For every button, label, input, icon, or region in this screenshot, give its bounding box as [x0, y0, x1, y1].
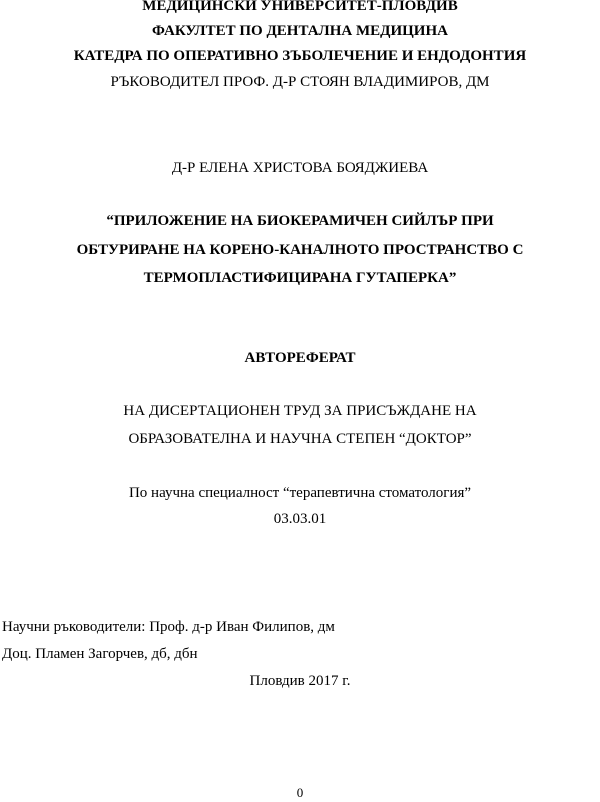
title-line-2: ОБТУРИРАНЕ НА КОРЕНО-КАНАЛНОТО ПРОСТРАНСТВО С: [76, 242, 524, 258]
document-type: АВТОРЕФЕРАТ: [244, 350, 356, 366]
page-number: 0: [296, 785, 304, 800]
department-head: РЪКОВОДИТЕЛ ПРОФ. Д-Р СТОЯН ВЛАДИМИРОВ, ДМ: [110, 74, 490, 90]
purpose-line-2: ОБРАЗОВАТЕЛНА И НАУЧНА СТЕПЕН “ДОКТОР”: [128, 431, 472, 447]
supervisors-line-1: Научни ръководители: Проф. д-р Иван Филипов, дм: [2, 619, 335, 635]
title-line-1: “ПРИЛОЖЕНИЕ НА БИОКЕРАМИЧЕН СИЙЛЪР ПРИ: [106, 213, 494, 229]
faculty-name: ФАКУЛТЕТ ПО ДЕНТАЛНА МЕДИЦИНА: [152, 23, 448, 39]
supervisors-line-2: Доц. Пламен Загорчев, дб, дбн: [2, 646, 198, 662]
author-name: Д-Р ЕЛЕНА ХРИСТОВА БОЯДЖИЕВА: [171, 160, 429, 176]
department-name: КАТЕДРА ПО ОПЕРАТИВНО ЗЪБОЛЕЧЕНИЕ И ЕНДОДОНТИЯ: [73, 48, 527, 64]
title-line-3: ТЕРМОПЛАСТИФИЦИРАНА ГУТАПЕРКА”: [143, 270, 457, 286]
university-name: МЕДИЦИНСКИ УНИВЕРСИТЕТ-ПЛОВДИВ: [142, 0, 458, 14]
specialty-code: 03.03.01: [273, 511, 327, 527]
specialty: По научна специалност “терапевтична стоматология”: [128, 485, 472, 501]
place-and-year: Пловдив 2017 г.: [249, 673, 351, 689]
purpose-line-1: НА ДИСЕРТАЦИОНЕН ТРУД ЗА ПРИСЪЖДАНЕ НА: [123, 403, 477, 419]
